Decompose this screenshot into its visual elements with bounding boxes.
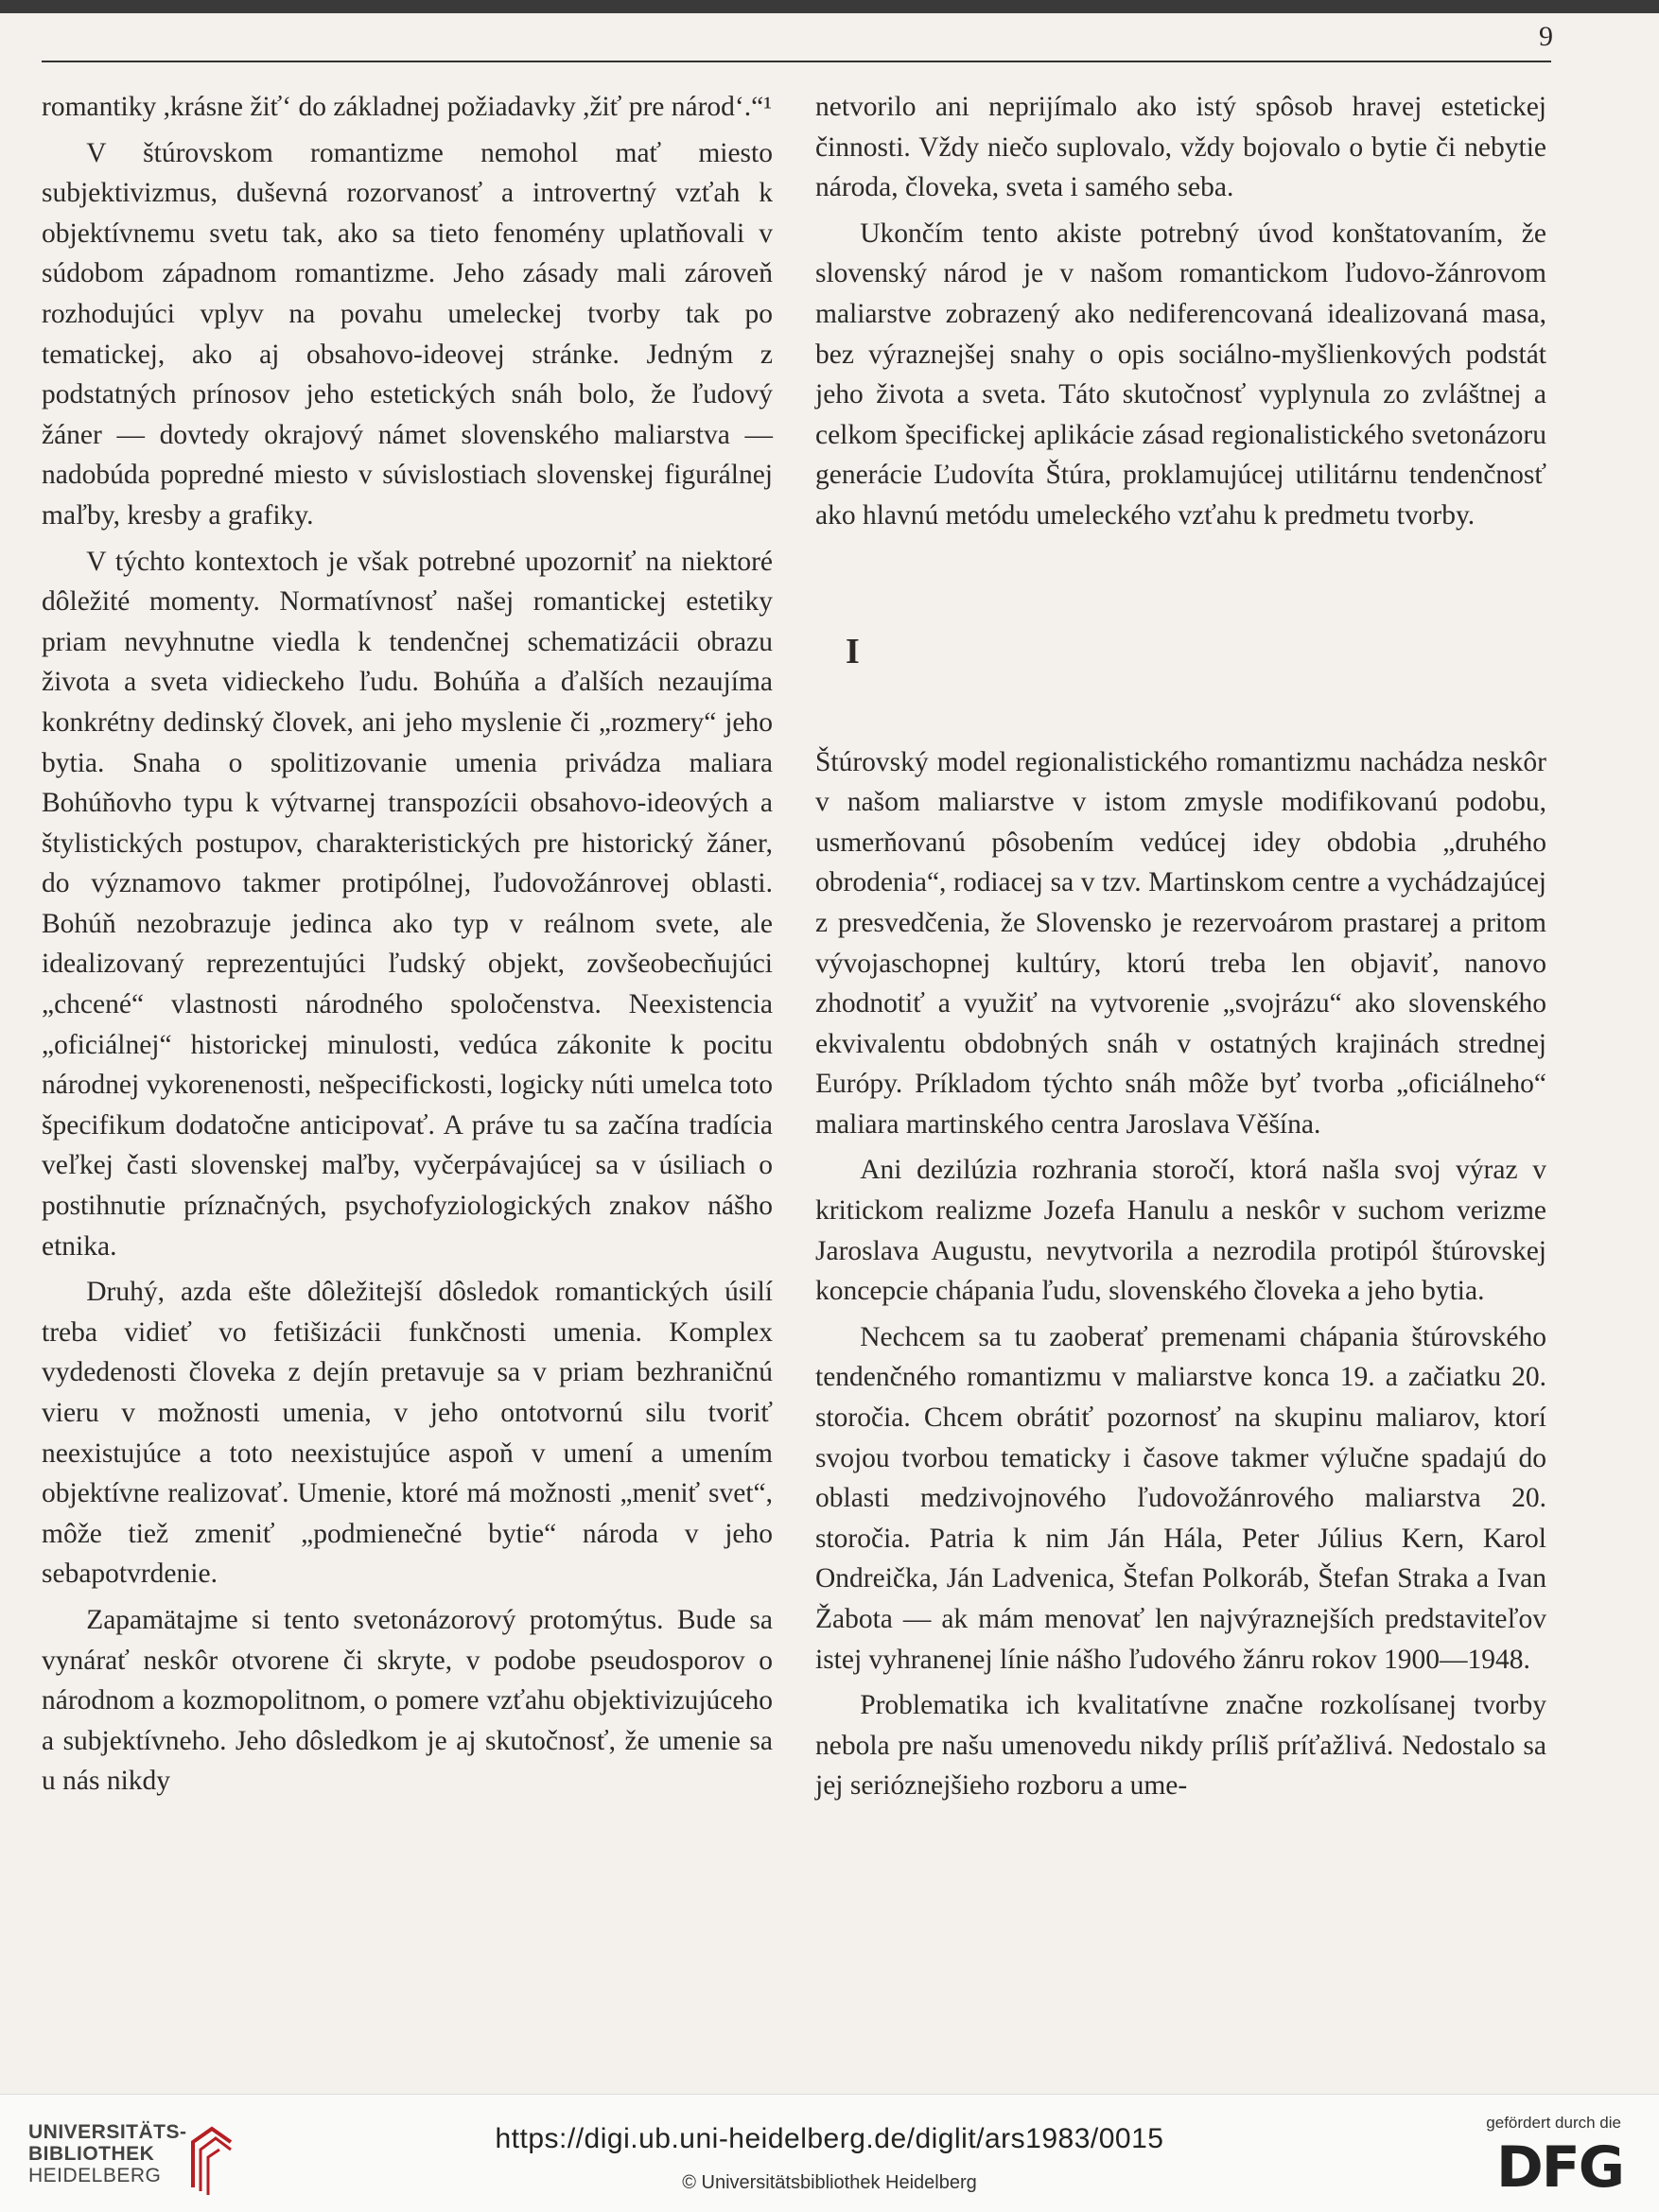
right-column — [815, 87, 1546, 1806]
left-column — [42, 87, 773, 1802]
paragraph: Problematika ich kvalitatívne značne rozkolísanej tvorby nebola pre našu umenovedu nikdy príliš príťažlivá. Nedostalo sa jej serióznejšieho rozboru a ume- — [815, 1690, 1546, 1802]
right-column-intro — [815, 87, 1546, 536]
paragraph: romantiky ,krásne žiť‘ do základnej požiadavky ,žiť pre národ‘.“¹ — [42, 92, 773, 122]
funding-caption: gefördert durch die — [1486, 2114, 1621, 2132]
copyright-notice: © Universitätsbibliothek Heidelberg — [682, 2172, 977, 2193]
section-heading: I — [846, 631, 860, 671]
header-rule — [42, 61, 1551, 62]
library-name-line2: BIBLIOTHEK — [28, 2143, 155, 2165]
top-scan-edge — [0, 0, 1659, 13]
library-name-line3: HEIDELBERG — [28, 2165, 162, 2186]
right-column-section — [815, 742, 1546, 1806]
dfg-logo[interactable]: DFG — [1495, 2134, 1623, 2201]
paragraph: Ani dezilúzia rozhrania storočí, ktorá našla svoj výraz v kritickom realizme Jozefa Hanulu a neskôr v suchom verizme Jaroslava Augustu, nevytvorila a nezrodila protipól štúrovskej koncepcie chápania ľudu, slovenského človeka a jeho bytia. — [815, 1155, 1546, 1307]
paragraph: Štúrovský model regionalistického romantizmu nachádza neskôr v našom maliarstve v istom zmysle modifikovanú podobu, usmerňovanú pôsobením vedúcej idey obdobia „druhého obrodenia“, rodiacej sa v tzv. Martinskom centre a vychádzajúcej z presvedčenia, že Slovensko je rezervoárom prastarej a pritom vývojaschopnej kultúry, ktorú treba len objaviť, nanovo zhodnotiť a využiť na vytvorenie „svojrázu“ ako slovenského ekvivalentu obdobných snáh v ostatných krajinách strednej Európy. Príkladom týchto snáh môže byť tvorba „oficiálneho“ maliara martinského centra Jaroslava Věšína. — [815, 746, 1546, 1140]
page-footer — [0, 2094, 1659, 2212]
page-number: 9 — [1539, 21, 1553, 52]
permalink-url[interactable]: https://digi.ub.uni-heidelberg.de/diglit/ars1983/0015 — [495, 2123, 1164, 2154]
paragraph: Zapamätajme si tento svetonázorový protomýtus. Bude sa vynárať neskôr otvorene či skryte, v podobe pseudosporov o národnom a kozmopolitnom, o pomere vzťahu objektivizujúceho a subjektívneho. Jeho dôsledkom je aj skutočnosť, že umenie sa u nás nikdy — [42, 1604, 773, 1797]
paragraph: V štúrovskom romantizme nemohol mať miesto subjektivizmus, duševná rozorvanosť a introvertný vzťah k objektívnemu svetu tak, ako sa tieto fenomény uplatňovali v súdobom západnom romantizme. Jeho zásady mali zároveň rozhodujúci vplyv na povahu umeleckej tvorby tak po tematickej, ako aj obsahovo-ideovej stránke. Jedným z podstatných prínosov jeho estetických snáh bolo, že ľudový žáner — dovtedy okrajový námet slovenského maliarstva — nadobúda popredné miesto v súvislostiach slovenskej figurálnej maľby, kresby a grafiky. — [42, 137, 773, 531]
paragraph: V týchto kontextoch je však potrebné upozorniť na niektoré dôležité momenty. Normatívnosť našej romantickej estetiky priam nevyhnutne viedla k tendenčnej schematizácii obrazu života a sveta vidieckeho ľudu. Bohúňa a ďalších nezaujíma konkrétny dedinský človek, ani jeho myslenie či „rozmery“ jeho bytia. Snaha o spolitizovanie umenia privádza maliara Bohúňovho typu k výtvarnej transpozícii obsahovo-ideových a štylistických postupov, charakteristických pre historický žáner, do významovo takmer protipólnej, ľudovožánrovej oblasti. Bohúň nezobrazuje jedinca ako typ v reálnom svete, ale idealizovaný reprezentujúci ľudský objekt, zovšeobecňujúci „chcené“ vlastnosti národného spoločenstva. Neexistencia „oficiálnej“ historickej minulosti, vedúca zákonite k pocitu národnej vykorenenosti, nešpecifickosti, logicky núti umelca toto špecifikum dodatočne anticipovať. A práve tu sa začína tradícia veľkej časti slovenskej maľby, vyčerpávajúcej sa v úsiliach o postihnutie príznačných, psychofyziologických znakov nášho etnika. — [42, 546, 773, 1262]
paragraph: Nechcem sa tu zaoberať premenami chápania štúrovského tendenčného romantizmu v maliarstve konca 19. a začiatku 20. storočia. Chcem obrátiť pozornosť na skupinu maliarov, ktorí svojou tvorbou tematicky i časove takmer výlučne spadajú do oblasti medzivojnového ľudovožánrového maliarstva 20. storočia. Patria k nim Ján Hála, Peter Július Kern, Karol Ondreička, Ján Ladvenica, Štefan Polkoráb, Štefan Straka a Ivan Žabota — ak mám menovať len najvýraznejších predstaviteľov istej vyhranenej línie nášho ľudového žánru rokov 1900—1948. — [815, 1321, 1546, 1675]
paragraph: netvorilo ani neprijímalo ako istý spôsob hravej estetickej činnosti. Vždy niečo suplovalo, vždy bojovalo o bytie či nebytie národa, človeka, sveta i samého seba. — [815, 92, 1546, 203]
paragraph: Ukončím tento akiste potrebný úvod konštatovaním, že slovenský národ je v našom romantickom ľudovo-žánrovom maliarstve zobrazený ako nediferencovaná idealizovaná masa, bez výraznejšej snahy o opis sociálno-myšlienkových podstát jeho života a sveta. Táto skutočnosť vyplynula zo zvláštnej a celkom špecifickej aplikácie zásad regionalistického svetonázoru generácie Ľudovíta Štúra, proklamujúcej utilitárnu tendenčnosť ako hlavnú metódu umeleckého vzťahu k predmetu tvorby. — [815, 218, 1546, 531]
library-name-line1: UNIVERSITÄTS- — [28, 2121, 187, 2143]
paragraph: Druhý, azda ešte dôležitejší dôsledok romantických úsilí treba vidieť vo fetišizácii funkčnosti umenia. Komplex vydedenosti človeka z dejín pretavuje sa v priam bezhraničnú vieru v možnosti umenia, v jeho ontotvornú silu tvoriť neexistujúce a toto neexistujúce aspoň v umení a umením objektívne realizovať. Umenie, ktoré má možnosti „meniť svet“, môže tiež zmeniť „podmienečné bytie“ národa v jeho sebapotvrdenie. — [42, 1277, 773, 1590]
